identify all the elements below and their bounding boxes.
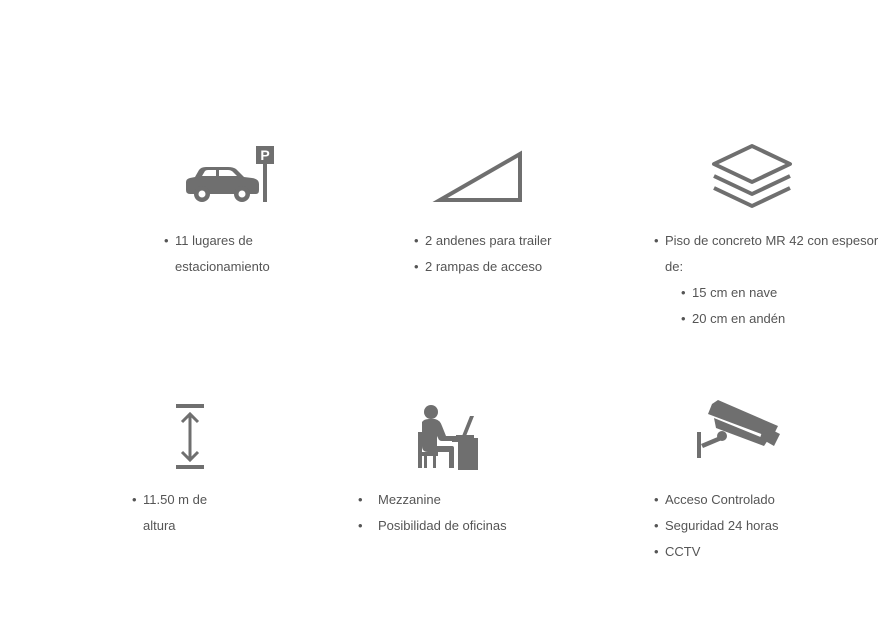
parking-car-icon [184,144,278,204]
list-item: • Seguridad 24 horas [654,518,779,533]
security-camera-icon [694,396,784,464]
layers-icon [710,142,794,214]
ramp-icon [436,150,526,206]
list-item: • 11 lugares de [164,233,253,248]
height-text [132,487,207,539]
list-item: • 2 andenes para trailer [414,233,552,248]
list-item: • 2 rampas de acceso [414,259,543,274]
list-item-continuation: estacionamiento [175,259,270,274]
sub-list-item: • 15 cm en nave [681,285,778,300]
offices-text [358,487,507,539]
list-item: • Acceso Controlado [654,492,775,507]
list-item-continuation: de: [665,259,684,274]
list-item: • Piso de concreto MR 42 con espesor [654,233,878,248]
svg-text:P: P [260,147,270,163]
security-text [654,487,778,565]
vertical-height-icon [174,402,206,472]
list-item-continuation: altura [143,518,176,533]
sub-list-item: • 20 cm en andén [681,311,786,326]
parking-text [164,228,270,280]
docks-text [414,228,551,280]
office-worker-icon [416,402,480,472]
floor-text [654,228,878,332]
list-item: • 11.50 m de [132,492,208,507]
list-item: • Posibilidad de oficinas [358,518,507,533]
list-item: • CCTV [654,544,701,559]
list-item: • Mezzanine [358,492,441,507]
